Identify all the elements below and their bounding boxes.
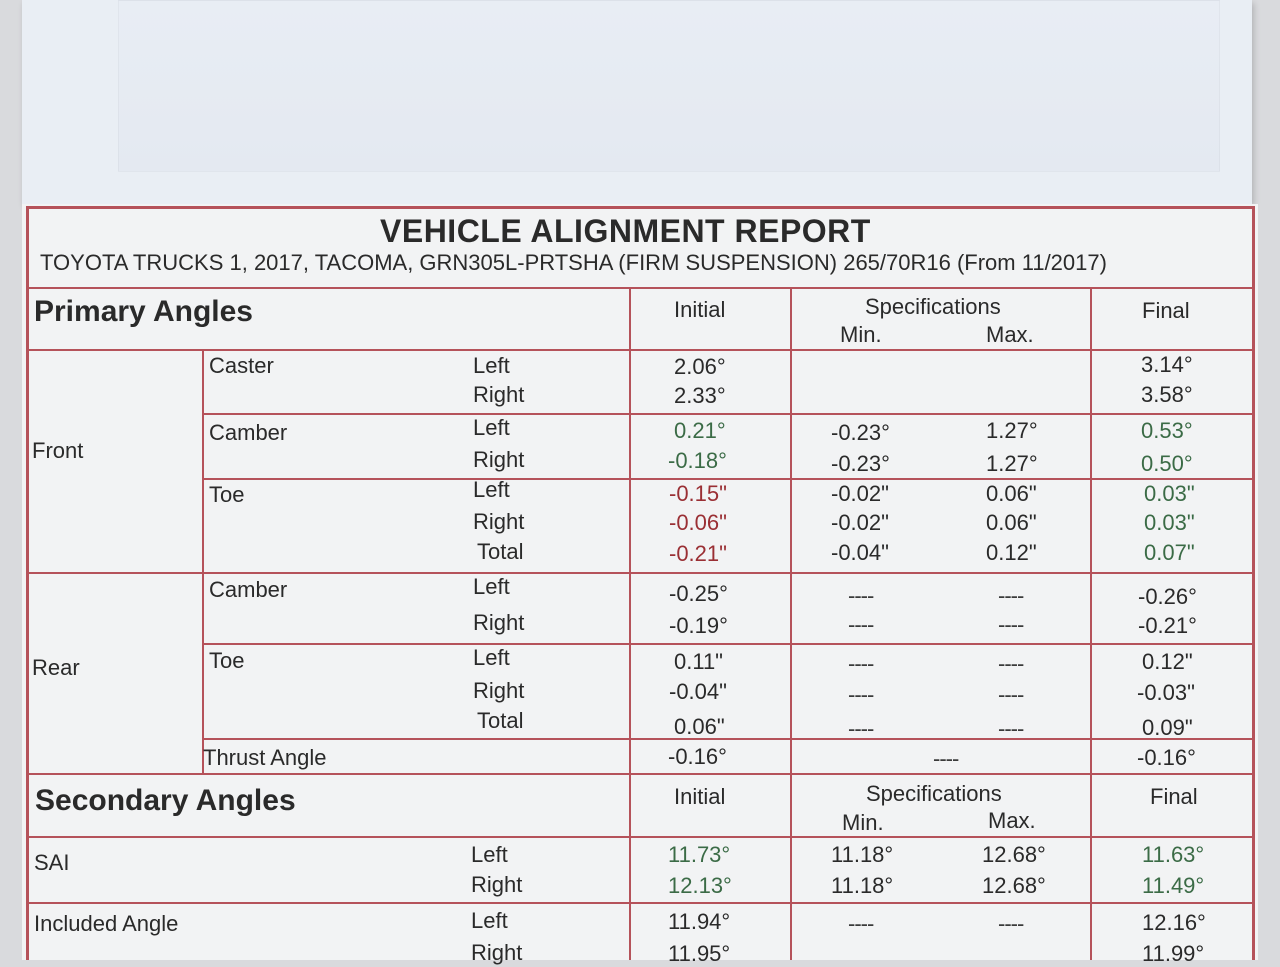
front-camber-right-min: -0.23° xyxy=(831,451,890,476)
front-toe-left-label: Left xyxy=(473,477,510,502)
rear-camber-right-final: -0.21° xyxy=(1138,613,1197,638)
front-camber-left-label: Left xyxy=(473,415,510,440)
rear-toe-total-initial: 0.06" xyxy=(674,714,725,739)
front-camber-right-initial: -0.18° xyxy=(668,448,727,473)
col-max-header: Max. xyxy=(986,322,1034,347)
sai-divider xyxy=(26,902,1254,904)
rear-camber-divider xyxy=(203,643,1254,645)
secondary-col-final-header: Final xyxy=(1150,784,1198,809)
initial-col-left xyxy=(629,288,631,960)
col-specs-header: Specifications xyxy=(865,294,1001,319)
sai-right-initial: 12.13° xyxy=(668,873,732,898)
rear-camber-right-max: ---- xyxy=(998,612,1024,637)
rear-camber-left-final: -0.26° xyxy=(1138,584,1197,609)
caster-left-final: 3.14° xyxy=(1141,352,1193,377)
included-angle-left-min: ---- xyxy=(848,911,874,936)
included-angle-left-final: 12.16° xyxy=(1142,910,1206,935)
front-camber-right-label: Right xyxy=(473,447,525,472)
header-divider xyxy=(26,287,1254,289)
front-toe-total-max: 0.12" xyxy=(986,540,1037,565)
secondary-header-divider xyxy=(26,836,1254,838)
envelope-flap xyxy=(118,0,1220,172)
included-angle-left-label: Left xyxy=(471,908,508,933)
front-label: Front xyxy=(32,438,84,463)
secondary-col-min-header: Min. xyxy=(842,810,884,835)
rear-toe-divider xyxy=(203,738,1254,740)
sai-left-final: 11.63° xyxy=(1142,842,1205,867)
caster-right-final: 3.58° xyxy=(1141,382,1193,407)
col-min-header: Min. xyxy=(840,322,882,347)
sai-left-max: 12.68° xyxy=(982,842,1046,867)
table-top-border xyxy=(26,206,1254,209)
front-camber-right-max: 1.27° xyxy=(986,451,1038,476)
front-toe-left-min: -0.02" xyxy=(831,481,889,506)
front-camber-left-initial: 0.21° xyxy=(674,418,726,443)
sai-right-label: Right xyxy=(471,872,523,897)
rear-camber-left-initial: -0.25° xyxy=(669,581,728,606)
included-angle-left-max: ---- xyxy=(998,911,1024,936)
primary-header-divider xyxy=(26,349,1254,351)
front-camber-left-max: 1.27° xyxy=(986,418,1038,443)
front-toe-total-initial: -0.21" xyxy=(669,541,727,566)
vehicle-info: TOYOTA TRUCKS 1, 2017, TACOMA, GRN305L-PRTSHA (FIRM SUSPENSION) 265/70R16 (From 11/2017) xyxy=(40,250,1107,275)
rear-toe-right-max: ---- xyxy=(998,682,1024,707)
specs-col-left xyxy=(790,288,792,960)
caster-right-label: Right xyxy=(473,382,525,407)
rear-toe-label: Toe xyxy=(209,648,245,673)
rear-camber-right-initial: -0.19° xyxy=(669,613,728,638)
caster-right-initial: 2.33° xyxy=(674,383,726,408)
sai-label: SAI xyxy=(34,850,70,875)
rear-toe-right-final: -0.03" xyxy=(1137,680,1195,705)
front-camber-left-min: -0.23° xyxy=(831,420,890,445)
secondary-col-max-header: Max. xyxy=(988,808,1036,833)
front-toe-right-min: -0.02" xyxy=(831,510,889,535)
rear-toe-right-initial: -0.04" xyxy=(669,679,727,704)
included-angle-right-label: Right xyxy=(471,940,523,965)
caster-left-label: Left xyxy=(473,353,510,378)
secondary-angles-heading: Secondary Angles xyxy=(35,784,296,817)
rear-toe-total-final: 0.09" xyxy=(1142,715,1193,740)
front-toe-total-min: -0.04" xyxy=(831,540,889,565)
rear-camber-left-label: Left xyxy=(473,574,510,599)
front-toe-total-label: Total xyxy=(477,539,524,564)
front-toe-left-max: 0.06" xyxy=(986,481,1037,506)
rear-toe-total-max: ---- xyxy=(998,716,1024,741)
primary-angles-heading: Primary Angles xyxy=(34,295,253,328)
sai-right-min: 11.18° xyxy=(831,873,894,898)
envelope xyxy=(22,0,1252,204)
final-col-left xyxy=(1090,288,1092,960)
rear-toe-right-label: Right xyxy=(473,678,525,703)
col-initial-header: Initial xyxy=(674,297,726,322)
rear-toe-total-label: Total xyxy=(477,708,524,733)
front-toe-total-final: 0.07" xyxy=(1144,540,1195,565)
primary-bottom-divider xyxy=(26,773,1254,775)
col-final-header: Final xyxy=(1142,298,1190,323)
rear-toe-total-min: ---- xyxy=(848,716,874,741)
sai-left-initial: 11.73° xyxy=(668,842,731,867)
sai-left-min: 11.18° xyxy=(831,842,894,867)
rear-toe-right-min: ---- xyxy=(848,682,874,707)
caster-divider xyxy=(203,413,1254,415)
sai-left-label: Left xyxy=(471,842,508,867)
included-angle-label: Included Angle xyxy=(34,911,179,936)
thrust-angle-final: -0.16° xyxy=(1137,745,1196,770)
sai-right-max: 12.68° xyxy=(982,873,1046,898)
sai-right-final: 11.49° xyxy=(1142,873,1205,898)
rear-camber-left-max: ---- xyxy=(998,583,1024,608)
rear-toe-left-final: 0.12" xyxy=(1142,649,1193,674)
rear-toe-left-max: ---- xyxy=(998,651,1024,676)
rear-toe-left-label: Left xyxy=(473,645,510,670)
front-camber-left-final: 0.53° xyxy=(1141,418,1193,443)
rear-camber-right-label: Right xyxy=(473,610,525,635)
rear-toe-left-min: ---- xyxy=(848,651,874,676)
rear-camber-label: Camber xyxy=(209,577,288,602)
front-toe-right-final: 0.03" xyxy=(1144,510,1195,535)
front-toe-right-label: Right xyxy=(473,509,525,534)
caster-label: Caster xyxy=(209,353,274,378)
report-title: VEHICLE ALIGNMENT REPORT xyxy=(380,213,871,249)
secondary-col-initial-header: Initial xyxy=(674,784,726,809)
included-angle-left-initial: 11.94° xyxy=(668,909,731,934)
rear-camber-left-min: ---- xyxy=(848,583,874,608)
front-toe-right-max: 0.06" xyxy=(986,510,1037,535)
included-angle-right-final: 11.99° xyxy=(1142,941,1205,966)
front-camber-label: Camber xyxy=(209,420,288,445)
front-toe-label: Toe xyxy=(209,482,245,507)
secondary-col-specs-header: Specifications xyxy=(866,781,1002,806)
group-col-divider xyxy=(202,350,204,774)
front-toe-left-initial: -0.15" xyxy=(669,481,727,506)
front-toe-right-initial: -0.06" xyxy=(669,510,727,535)
front-rear-divider xyxy=(26,572,1254,574)
thrust-angle-initial: -0.16° xyxy=(668,744,727,769)
table-left-border xyxy=(26,206,29,960)
camber-divider xyxy=(203,478,1254,480)
included-angle-right-initial: 11.95° xyxy=(668,941,731,966)
table-right-border xyxy=(1252,206,1255,960)
front-camber-right-final: 0.50° xyxy=(1141,451,1193,476)
rear-toe-left-initial: 0.11" xyxy=(674,649,723,674)
rear-label: Rear xyxy=(32,655,80,680)
thrust-angle-spec: ---- xyxy=(933,746,959,771)
thrust-angle-label: Thrust Angle xyxy=(203,745,327,770)
caster-left-initial: 2.06° xyxy=(674,354,726,379)
front-toe-left-final: 0.03" xyxy=(1144,481,1195,506)
rear-camber-right-min: ---- xyxy=(848,612,874,637)
